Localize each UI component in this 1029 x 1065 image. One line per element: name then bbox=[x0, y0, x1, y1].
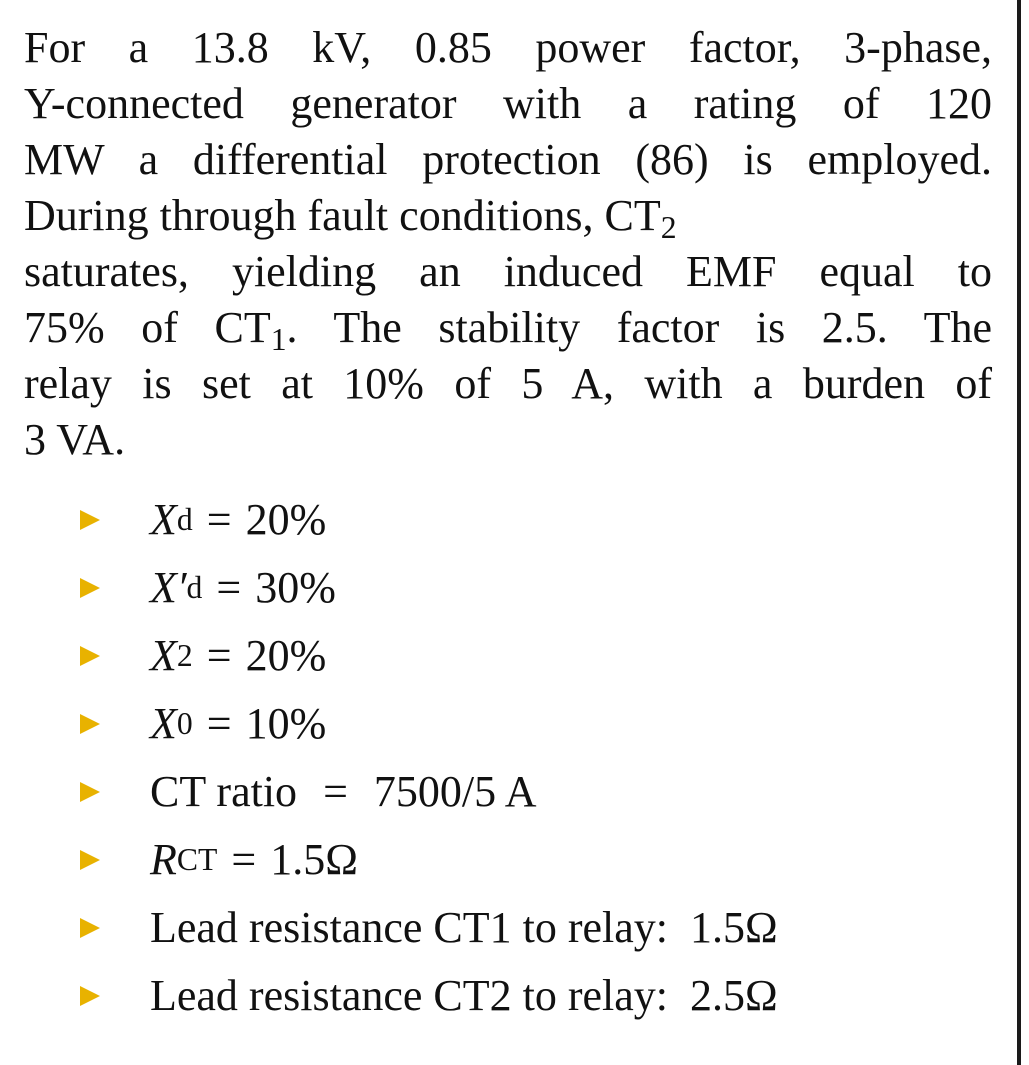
statement-line-5: saturates, yielding an induced EMF equal to bbox=[24, 247, 992, 296]
list-item-lead-ct1: Lead resistance CT1 to relay: 1.5Ω bbox=[80, 894, 778, 962]
statement-line-1: For a 13.8 kV, 0.85 power factor, 3-phase, bbox=[24, 23, 992, 72]
statement-line-2: Y-connected generator with a rating of 120 bbox=[24, 79, 992, 128]
triangle-bullet-icon bbox=[80, 578, 100, 598]
triangle-bullet-icon bbox=[80, 850, 100, 870]
list-item-lead-ct2: Lead resistance CT2 to relay: 2.5Ω bbox=[80, 962, 778, 1030]
triangle-bullet-icon bbox=[80, 918, 100, 938]
statement-line-3: MW a differential protection (86) is employed. bbox=[24, 135, 992, 184]
statement-line-8: 3 VA. bbox=[24, 415, 126, 464]
triangle-bullet-icon bbox=[80, 986, 100, 1006]
statement-line-6: 75% of $CT_1$. The stability factor is 2.5. The bbox=[24, 303, 992, 357]
problem-statement bbox=[24, 20, 992, 468]
list-item-xd: X d = 20% bbox=[80, 486, 778, 554]
statement-line-7: relay is set at 10% of 5 A, with a burden of bbox=[24, 359, 992, 408]
parameter-list bbox=[80, 486, 778, 1030]
triangle-bullet-icon bbox=[80, 646, 100, 666]
triangle-bullet-icon bbox=[80, 510, 100, 530]
triangle-bullet-icon bbox=[80, 782, 100, 802]
list-item-rct: R CT = 1.5Ω bbox=[80, 826, 778, 894]
list-item-x2: X 2 = 20% bbox=[80, 622, 778, 690]
list-item-ct-ratio: CT ratio = 7500/5 A bbox=[80, 758, 778, 826]
triangle-bullet-icon bbox=[80, 714, 100, 734]
right-border-line bbox=[1017, 0, 1021, 1065]
list-item-xd-prime: X′ d = 30% bbox=[80, 554, 778, 622]
list-item-x0: X 0 = 10% bbox=[80, 690, 778, 758]
statement-line-4: During through fault conditions, $CT_2$ bbox=[24, 191, 677, 245]
